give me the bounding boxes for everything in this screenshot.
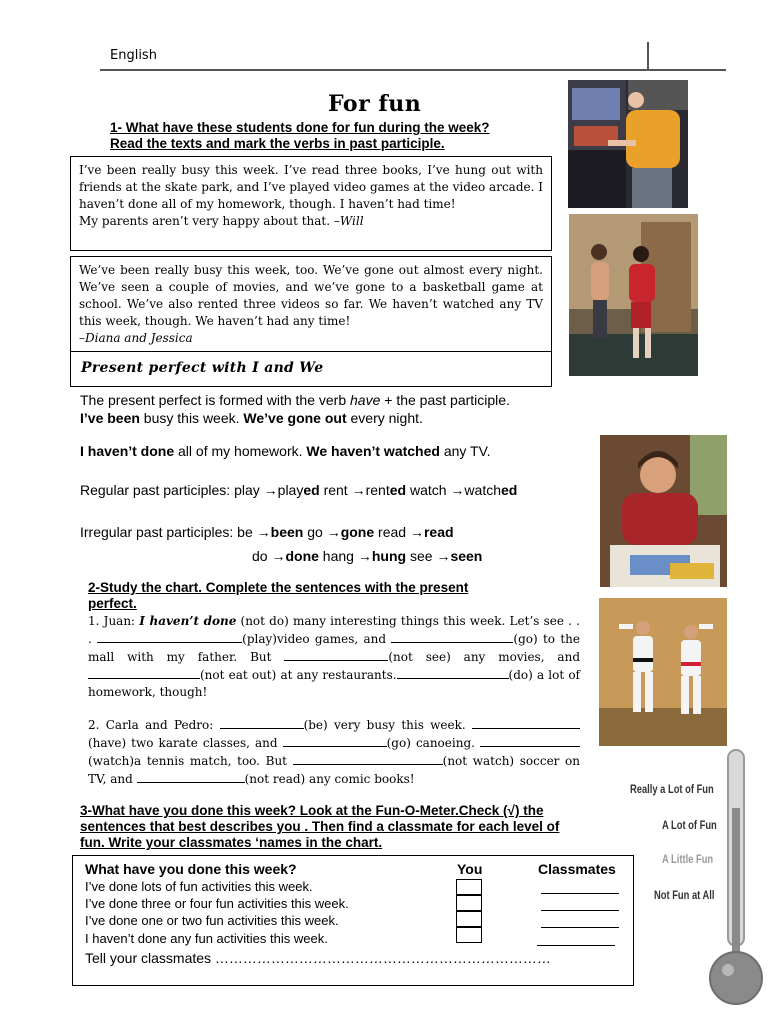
section1-instruction (110, 120, 490, 152)
checkbox-row-2[interactable] (456, 895, 482, 911)
instruction-line: 1- What have these students done for fun during the week? (110, 120, 490, 135)
text: do (252, 548, 272, 564)
text-box-diana-jessica (70, 256, 552, 352)
table-row-label: I haven’t done any fun activities this week. (85, 931, 328, 946)
text: I’ve been (80, 410, 140, 426)
text: hung (371, 548, 407, 564)
text: (not eat out) at any restaurants. (200, 668, 397, 682)
answer-blank[interactable] (97, 630, 242, 643)
text: watch (406, 482, 451, 498)
text: The present perfect is formed with the verb (80, 392, 351, 408)
grammar-line3 (80, 443, 491, 459)
arcade-photo-graphic (568, 80, 688, 208)
arrow-icon: → (351, 482, 366, 498)
arrow-icon: → (450, 482, 465, 498)
photo-karate (599, 598, 727, 746)
arrow-icon: → (357, 548, 372, 564)
irregular-participles-2 (252, 548, 482, 564)
text: rent (319, 482, 352, 498)
table-row-label: I’ve done one or two fun activities this week. (85, 913, 339, 928)
text: We haven’t watched (306, 443, 440, 459)
classmate-blank-4[interactable] (537, 945, 615, 946)
text: 1. Juan: (88, 614, 140, 628)
answer-blank[interactable] (293, 752, 443, 765)
answer-blank[interactable] (480, 734, 580, 747)
col-header-classmates: Classmates (538, 861, 616, 877)
text: read (374, 524, 410, 540)
text: play (277, 482, 304, 498)
instruction-line: Read the texts and mark the verbs in past participle. (110, 136, 445, 151)
text: ed (501, 482, 518, 498)
text: see (406, 548, 437, 564)
text: (play)video games, and (242, 632, 392, 646)
text: (watch)a tennis match, too. But (88, 754, 293, 768)
text: have (350, 392, 381, 408)
table-row-label: I’ve done three or four fun activities this week. (85, 896, 349, 911)
table-row-label: I’ve done lots of fun activities this week. (85, 879, 313, 894)
fun-o-meter-table (72, 855, 634, 986)
text-will-last-line: My parents aren’t very happy about that. – (79, 214, 340, 228)
arrow-icon: → (256, 524, 271, 540)
example-answer: I haven’t done (139, 614, 237, 628)
author-diana-jessica: –Diana and Jessica (79, 331, 193, 345)
text: (not read) any comic books! (244, 772, 415, 786)
fun-o-meter-thermometer (628, 748, 768, 1018)
text: been (270, 524, 304, 540)
irregular-participles-1 (80, 524, 454, 540)
text: Irregular past participles: be (80, 524, 257, 540)
photo-video-arcade (568, 80, 688, 208)
text: (not see) any movies, and (388, 650, 580, 664)
text: go (303, 524, 327, 540)
girls-photo-graphic (569, 214, 698, 376)
instruction-line: sentences that best describes you . Then find a classmate for each level of (80, 819, 560, 834)
text: any TV. (439, 443, 491, 459)
fun-level-label: Really a Lot of Fun (630, 782, 714, 796)
text: We’ve gone out (243, 410, 347, 426)
text: + the past participle. (380, 392, 510, 408)
checkbox-row-3[interactable] (456, 911, 482, 927)
text: rent (365, 482, 390, 498)
tell-classmates-line: Tell your classmates ……………………………………………………………… (85, 950, 551, 966)
regular-participles (80, 482, 517, 498)
text: (be) very busy this week. (303, 718, 472, 732)
exercise-carla-pedro (88, 716, 580, 788)
author-will: Will (339, 214, 364, 228)
instruction-line: perfect. (88, 596, 137, 611)
col-header-you: You (457, 861, 483, 877)
answer-blank[interactable] (472, 716, 580, 729)
text: (have) two karate classes, and (88, 736, 283, 750)
fun-level-label: A Little Fun (662, 852, 714, 866)
text: (not do) many interesting things this week. Let’s see . . . (88, 614, 580, 646)
photo-two-girls (569, 214, 698, 376)
instruction-line: fun. Write your classmates ‘names in the chart. (80, 835, 383, 850)
studying-photo-graphic (600, 435, 727, 587)
text: seen (450, 548, 483, 564)
grammar-heading: Present perfect with I and We (81, 360, 324, 376)
section3-instruction (80, 803, 559, 851)
instruction-line: 3-What have you done this week? Look at the Fun-O-Meter.Check (√) the (80, 803, 544, 818)
text: I haven’t done (80, 443, 175, 459)
checkbox-row-4[interactable] (456, 927, 482, 943)
checkbox-row-1[interactable] (456, 879, 482, 895)
page-title: For fun (328, 91, 422, 117)
text: (go) canoeing. (386, 736, 480, 750)
text: read (423, 524, 454, 540)
text-diana-body: We’ve been really busy this week, too. We’ve gone out almost every night. We’ve seen a couple of movies, and we’ve gone to a basketball game at school. We’ve also rented three videos so far. We haven’t watched any TV this week, though. We haven’t had any time! (79, 263, 543, 328)
fun-level-label: A Lot of Fun (662, 818, 717, 832)
answer-blank[interactable] (397, 666, 509, 679)
text: (not watch) soccer on TV, and (88, 754, 580, 786)
answer-blank[interactable] (284, 648, 388, 661)
arrow-icon: → (271, 548, 286, 564)
text: watch (464, 482, 501, 498)
text: all of my homework. (174, 443, 307, 459)
text: ed (389, 482, 407, 498)
classmate-blank-1[interactable] (541, 893, 619, 894)
answer-blank[interactable] (283, 734, 387, 747)
text: gone (340, 524, 375, 540)
karate-photo-graphic (599, 598, 727, 746)
text: hang (318, 548, 358, 564)
answer-blank[interactable] (391, 630, 513, 643)
grammar-line2 (80, 410, 423, 426)
photo-boy-homework (600, 435, 727, 587)
header-rule (100, 69, 726, 71)
text: Regular past participles: (80, 482, 235, 498)
text-box-will (70, 156, 552, 251)
classmate-blank-3[interactable] (541, 927, 619, 928)
arrow-icon: → (409, 524, 424, 540)
text: play (234, 482, 260, 498)
text: ed (303, 482, 320, 498)
grammar-heading-box (70, 351, 552, 387)
text: busy this week. (139, 410, 244, 426)
instruction-line: 2-Study the chart. Complete the sentences with the present (88, 580, 469, 595)
text: done (285, 548, 319, 564)
text-will-last (79, 213, 543, 230)
grammar-line1 (80, 392, 510, 408)
answer-blank[interactable] (88, 666, 200, 679)
subject-label: English (110, 48, 157, 63)
text-will-body: I’ve been really busy this week. I’ve read three books, I’ve hung out with friends at the skate park, and I’ve played video games at the video arcade. I haven’t done all of my homework, though. I haven’t had time! (79, 163, 543, 211)
fun-level-label: Not Fun at All (654, 888, 715, 902)
section2-instruction (88, 580, 468, 612)
arrow-icon: → (326, 524, 341, 540)
col-header-question: What have you done this week? (85, 861, 297, 877)
header-tick (647, 42, 649, 70)
answer-blank[interactable] (220, 716, 304, 729)
arrow-icon: → (436, 548, 451, 564)
arrow-icon: → (263, 482, 278, 498)
text: (do) a lot of homework, though! (88, 668, 580, 699)
exercise-juan (88, 613, 580, 701)
text: every night. (346, 410, 423, 426)
classmate-blank-2[interactable] (541, 910, 619, 911)
text: 2. Carla and Pedro: (88, 718, 220, 732)
answer-blank[interactable] (137, 770, 245, 783)
text: (go) to the mall with my father. But (88, 632, 580, 664)
